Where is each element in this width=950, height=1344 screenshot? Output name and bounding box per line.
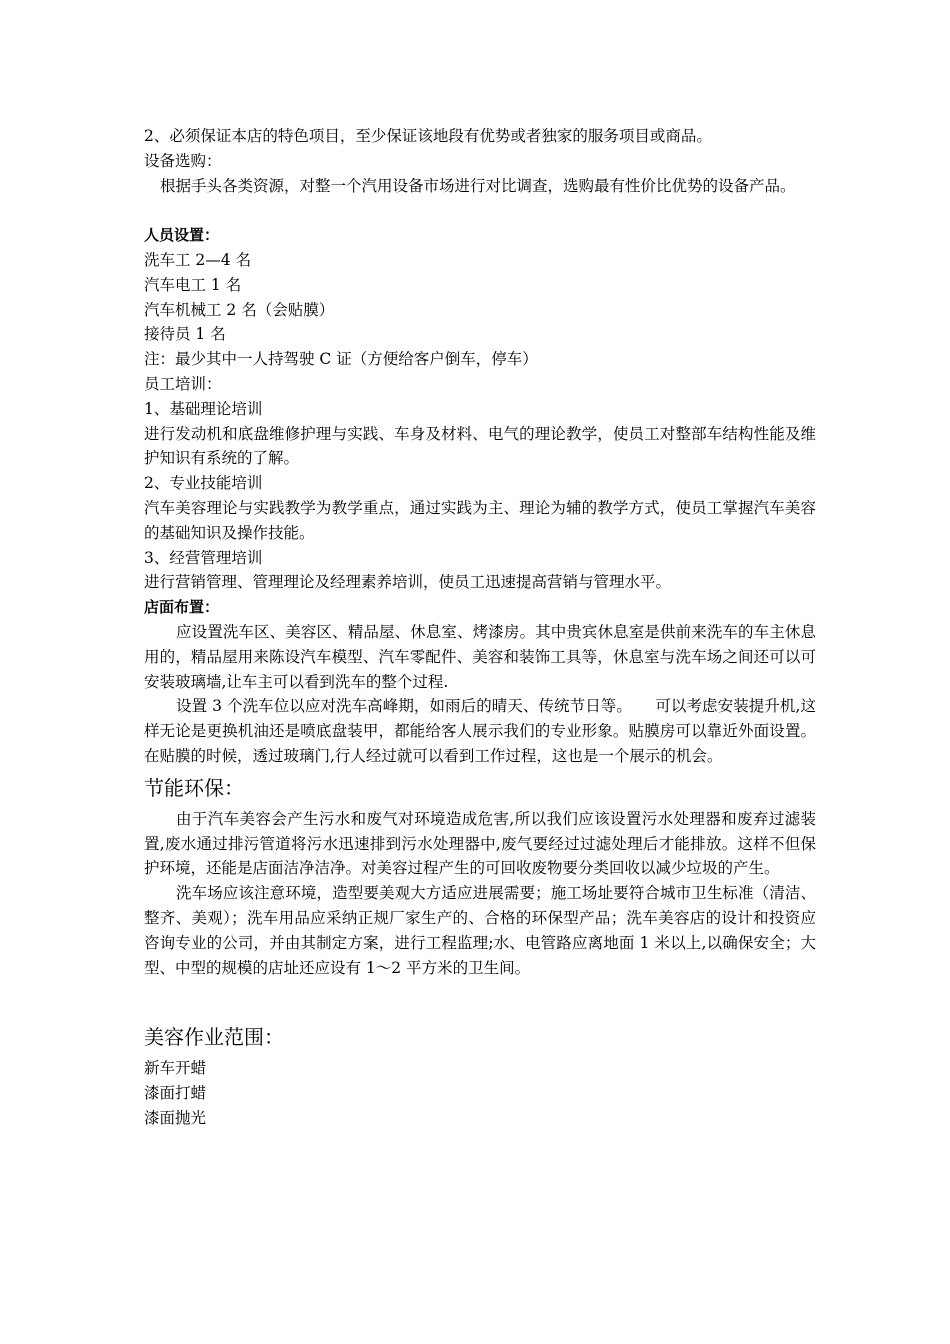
staff-item: 汽车电工 1 名	[144, 275, 242, 294]
layout-heading: 店面布置：	[144, 598, 220, 617]
training-2-body: 汽车美容理论与实践教学为教学重点，通过实践为主、理论为辅的教学方式，使员工掌握汽车美容的基础知识及操作技能。	[144, 498, 816, 542]
scope-heading: 美容作业范围：	[144, 1025, 284, 1050]
layout-paragraph-2: 设置 3 个洗车位以应对洗车高峰期，如雨后的晴天、传统节日等。 可以考虑安装提升机,这样无论是更换机油还是喷底盘装甲，都能给客人展示我们的专业形象。贴膜房可以靠近外面设置。在贴膜的时候，透过玻璃门,行人经过就可以看到工作过程，这也是一个展示的机会。	[144, 697, 816, 765]
staff-note: 注：最少其中一人持驾驶 C 证（方便给客户倒车，停车）	[144, 350, 538, 369]
training-2-title: 2、专业技能培训	[144, 474, 263, 493]
training-3-body: 进行营销管理、管理理论及经理素养培训，使员工迅速提高营销与管理水平。	[144, 573, 672, 592]
spacer	[144, 980, 816, 1018]
special-project-paragraph: 2、必须保证本店的特色项目，至少保证该地段有优势或者独家的服务项目或商品。	[144, 127, 712, 145]
staff-item: 洗车工 2—4 名	[144, 250, 252, 269]
eco-paragraph-1: 由于汽车美容会产生污水和废气对环境造成危害,所以我们应该设置污水处理器和废弃过滤装置,废水通过排污管道将污水迅速排到污水处理器中,废气要经过过滤处理后才能排放。这样不但保护环境，还能是店面洁净洁净。对美容过程产生的可回收废物要分类回收以减少垃圾的产生。	[144, 809, 816, 878]
eco-paragraph-2: 洗车场应该注意环境，造型要美观大方适应进展需要；施工场址要符合城市卫生标准（清洁、整齐、美观）；洗车用品应采纳正规厂家生产的、合格的环保型产品；洗车美容店的设计和投资应咨询专业的公司，并由其制定方案，进行工程监理;水、电管路应离地面 1 米以上,以确保安全；大型、中型的规模的店址还应设有 1～2 平方米的卫生间。	[144, 884, 816, 977]
training-1-body: 进行发动机和底盘维修护理与实践、车身及材料、电气的理论教学，使员工对整部车结构性能及维护知识有系统的了解。	[144, 424, 816, 468]
equipment-heading: 设备选购：	[144, 151, 222, 170]
scope-item: 漆面抛光	[144, 1108, 207, 1127]
equipment-paragraph: 根据手头各类资源，对整一个汽用设备市场进行对比调查，选购最有性价比优势的设备产品。	[160, 176, 796, 195]
training-1-title: 1、基础理论培训	[144, 399, 263, 418]
training-3-title: 3、经营管理培训	[144, 548, 263, 567]
spacer	[144, 198, 816, 223]
layout-paragraph-1: 应设置洗车区、美容区、精品屋、休息室、烤漆房。其中贵宾休息室是供前来洗车的车主休息用的，精品屋用来陈设汽车模型、汽车零配件、美容和装饰工具等，休息室与洗车场之间还可以可安装玻璃墙,让车主可以看到洗车的整个过程.	[144, 622, 816, 691]
staff-item: 汽车机械工 2 名（会贴膜）	[144, 300, 335, 319]
staff-item: 接待员 1 名	[144, 325, 226, 344]
staff-heading: 人员设置：	[144, 226, 220, 245]
training-heading: 员工培训：	[144, 374, 222, 393]
scope-item: 新车开蜡	[144, 1059, 207, 1078]
scope-item: 漆面打蜡	[144, 1084, 207, 1103]
eco-heading: 节能环保：	[144, 775, 244, 800]
document-body	[144, 124, 816, 1131]
